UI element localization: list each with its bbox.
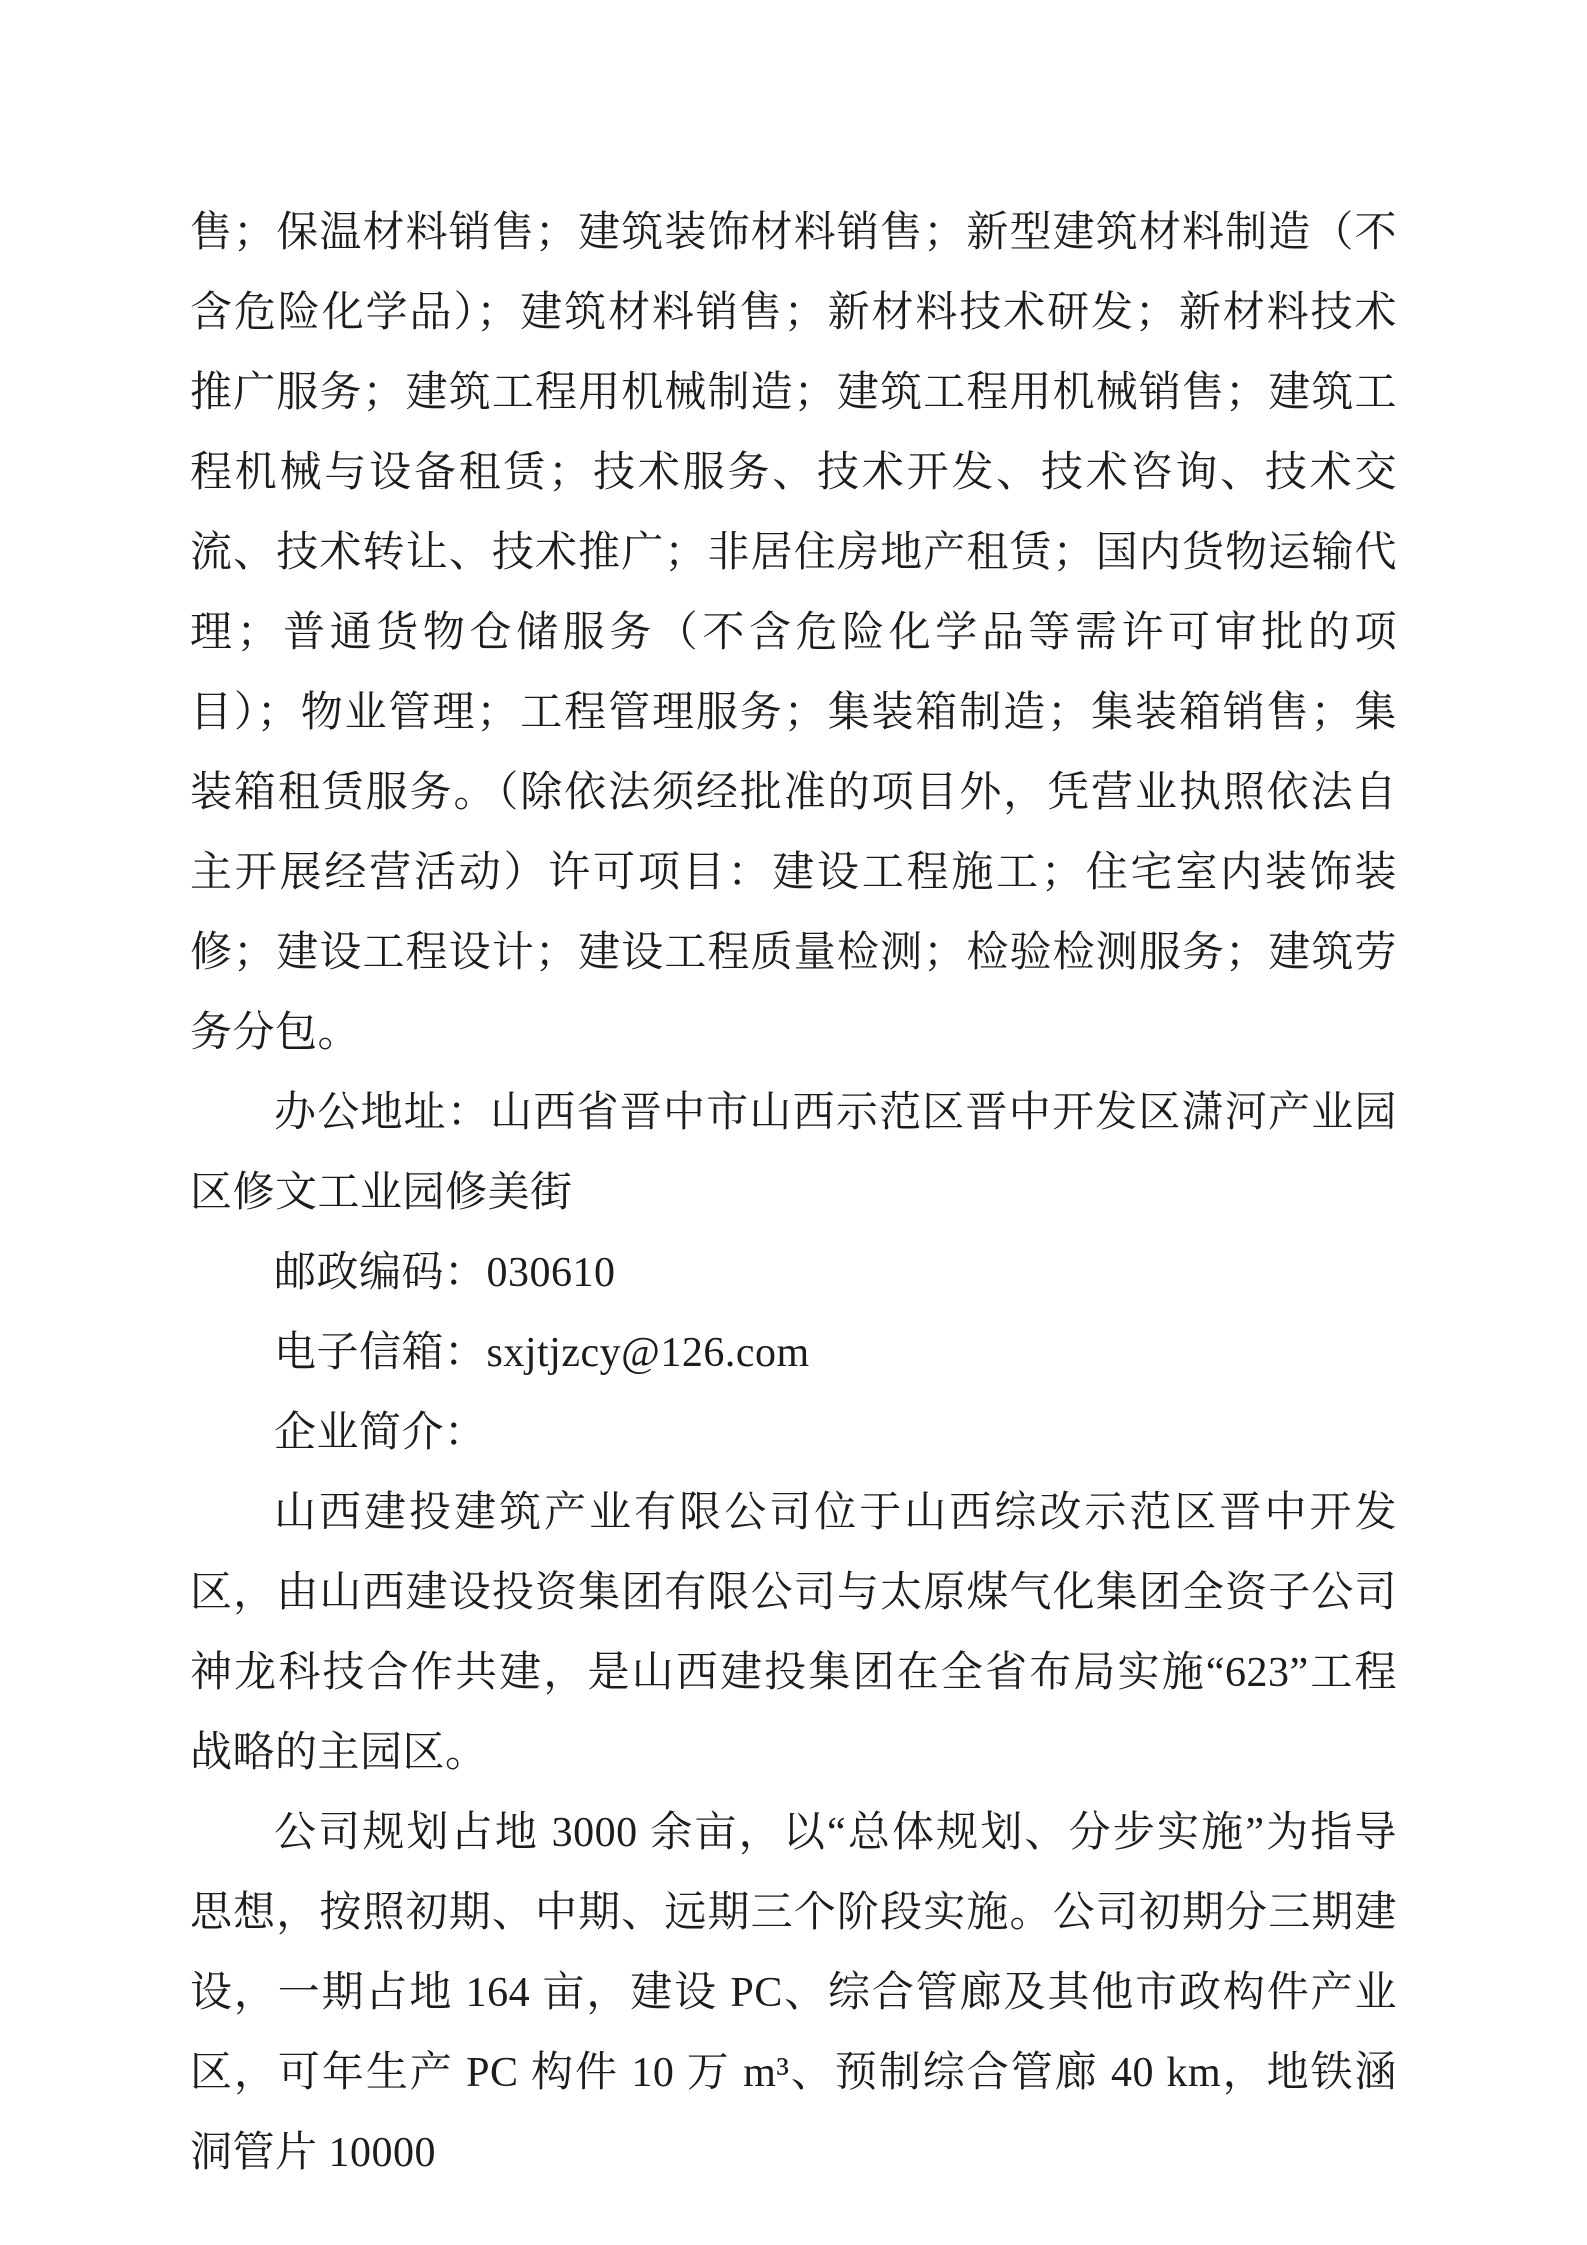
- paragraph-company-profile-heading: 企业简介：: [274, 1410, 487, 1456]
- paragraph-office-address: 办公地址：山西省晋中市山西示范区晋中开发区潇河产业园区修文工业园修美街: [190, 1090, 1397, 1216]
- paragraph-company-profile-2: 公司规划占地 3000 余亩，以“总体规划、分步实施”为指导思想，按照初期、中期、远期三个阶段实施。公司初期分三期建设，一期占地 164 亩，建设 PC、综合管廊及其他市政构件产业区，可年生产 PC 构件 10 万 m³、预制综合管廊 40 km，地铁涵洞管片 10000: [190, 1810, 1397, 2176]
- paragraph-postal-code: 邮政编码：030610: [274, 1250, 616, 1296]
- paragraph-business-scope-continued: 售；保温材料销售；建筑装饰材料销售；新型建筑材料制造（不含危险化学品）；建筑材料销售；新材料技术研发；新材料技术推广服务；建筑工程用机械制造；建筑工程用机械销售；建筑工程机械与设备租赁；技术服务、技术开发、技术咨询、技术交流、技术转让、技术推广；非居住房地产租赁；国内货物运输代理；普通货物仓储服务（不含危险化学品等需许可审批的项目）；物业管理；工程管理服务；集装箱制造；集装箱销售；集装箱租赁服务。（除依法须经批准的项目外，凭营业执照依法自主开展经营活动）许可项目：建设工程施工；住宅室内装饰装修；建设工程设计；建设工程质量检测；检验检测服务；建筑劳务分包。: [190, 210, 1397, 1056]
- paragraph-company-profile-1: 山西建投建筑产业有限公司位于山西综改示范区晋中开发区，由山西建设投资集团有限公司与太原煤气化集团全资子公司神龙科技合作共建，是山西建投集团在全省布局实施“623”工程战略的主园区。: [190, 1490, 1397, 1776]
- document-text-block: [190, 193, 1397, 2193]
- paragraph-email: 电子信箱：sxjtjzcy@126.com: [274, 1330, 810, 1376]
